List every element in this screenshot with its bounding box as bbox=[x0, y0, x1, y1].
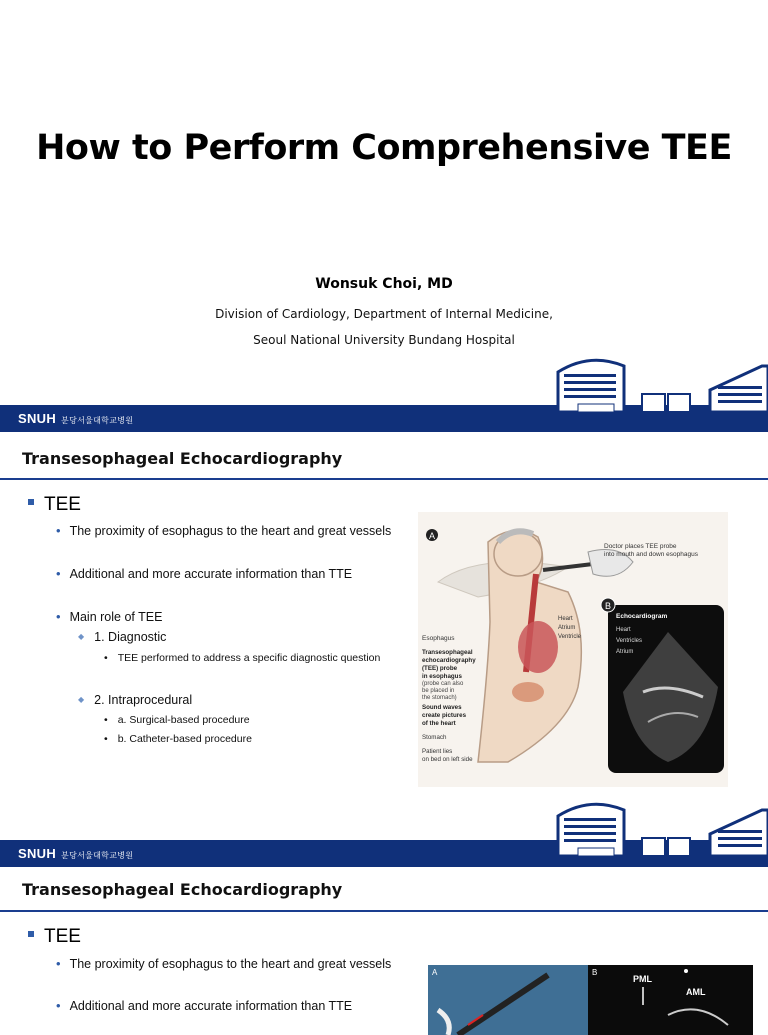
svg-text:in esophagus: in esophagus bbox=[422, 673, 462, 680]
svg-text:A: A bbox=[429, 531, 436, 541]
slide-title: Transesophageal Echocardiography bbox=[22, 880, 343, 899]
svg-text:Sound waves: Sound waves bbox=[422, 704, 462, 711]
square-bullet-icon bbox=[28, 931, 34, 937]
svg-text:(probe can also: (probe can also bbox=[422, 681, 464, 687]
hospital-logo: SNUH 분당서울대학교병원 bbox=[18, 846, 134, 861]
bullet-heading: TEE bbox=[28, 494, 81, 516]
title-slide bbox=[0, 0, 768, 432]
square-bullet-icon bbox=[28, 499, 34, 505]
title-divider bbox=[0, 910, 768, 912]
bullet-point: • Additional and more accurate information than TTE bbox=[56, 566, 353, 581]
sub-bullet: ◆ 2. Intraprocedural bbox=[78, 693, 193, 707]
bullet-point: • Main role of TEE bbox=[56, 609, 163, 624]
svg-text:A: A bbox=[432, 968, 438, 977]
bullet-point: • The proximity of esophagus to the heart and great vessels bbox=[56, 523, 392, 538]
svg-text:Esophagus: Esophagus bbox=[422, 635, 455, 642]
presentation-title: How to Perform Comprehensive TEE bbox=[36, 128, 732, 168]
svg-text:Atrium: Atrium bbox=[558, 625, 576, 631]
svg-text:Stomach: Stomach bbox=[422, 734, 447, 741]
author-name: Wonsuk Choi, MD bbox=[315, 276, 453, 292]
svg-text:Heart: Heart bbox=[616, 627, 631, 633]
svg-text:Ventricle: Ventricle bbox=[558, 634, 582, 640]
svg-text:of the heart: of the heart bbox=[422, 720, 456, 727]
svg-text:the stomach): the stomach) bbox=[422, 695, 457, 701]
svg-text:be placed in: be placed in bbox=[422, 688, 455, 694]
svg-text:Transesophageal: Transesophageal bbox=[422, 649, 473, 656]
svg-text:create pictures: create pictures bbox=[422, 712, 467, 719]
bullet-point: • The proximity of esophagus to the heart and great vessels bbox=[56, 956, 392, 971]
sub-bullet: ◆ 1. Diagnostic bbox=[78, 630, 167, 644]
svg-text:Atrium: Atrium bbox=[616, 649, 634, 655]
svg-text:AML: AML bbox=[686, 987, 706, 997]
slide-title: Transesophageal Echocardiography bbox=[22, 449, 343, 468]
hospital-logo: SNUH 분당서울대학교병원 bbox=[18, 411, 134, 426]
svg-text:Patient lies: Patient lies bbox=[422, 748, 453, 755]
affiliation-line-1: Division of Cardiology, Department of Internal Medicine, bbox=[215, 307, 553, 321]
svg-text:Heart: Heart bbox=[558, 616, 573, 622]
hospital-buildings-illustration bbox=[550, 798, 768, 858]
svg-text:on bed on left side: on bed on left side bbox=[422, 756, 473, 763]
sub-sub-bullet: • a. Surgical-based procedure bbox=[104, 714, 250, 726]
sub-sub-bullet: • TEE performed to address a specific diagnostic question bbox=[104, 652, 381, 664]
svg-text:echocardiography: echocardiography bbox=[422, 657, 476, 664]
svg-text:Ventricles: Ventricles bbox=[616, 638, 643, 644]
title-divider bbox=[0, 478, 768, 480]
tee-procedure-illustration bbox=[418, 512, 728, 787]
svg-text:B: B bbox=[592, 968, 598, 977]
bullet-point: • Additional and more accurate information than TTE bbox=[56, 998, 353, 1013]
svg-text:into mouth and down esophagus: into mouth and down esophagus bbox=[604, 551, 698, 558]
hospital-buildings-illustration bbox=[550, 352, 768, 414]
svg-text:(TEE) probe: (TEE) probe bbox=[422, 665, 458, 672]
sub-sub-bullet: • b. Catheter-based procedure bbox=[104, 733, 252, 745]
svg-text:Echocardiogram: Echocardiogram bbox=[616, 613, 668, 620]
affiliation-line-2: Seoul National University Bundang Hospital bbox=[253, 333, 515, 347]
svg-text:B: B bbox=[605, 601, 612, 611]
tee-probe-and-echo-figure bbox=[428, 965, 753, 1035]
svg-text:PML: PML bbox=[633, 974, 652, 984]
bullet-heading: TEE bbox=[28, 926, 81, 948]
svg-text:Doctor places TEE probe: Doctor places TEE probe bbox=[604, 543, 677, 550]
